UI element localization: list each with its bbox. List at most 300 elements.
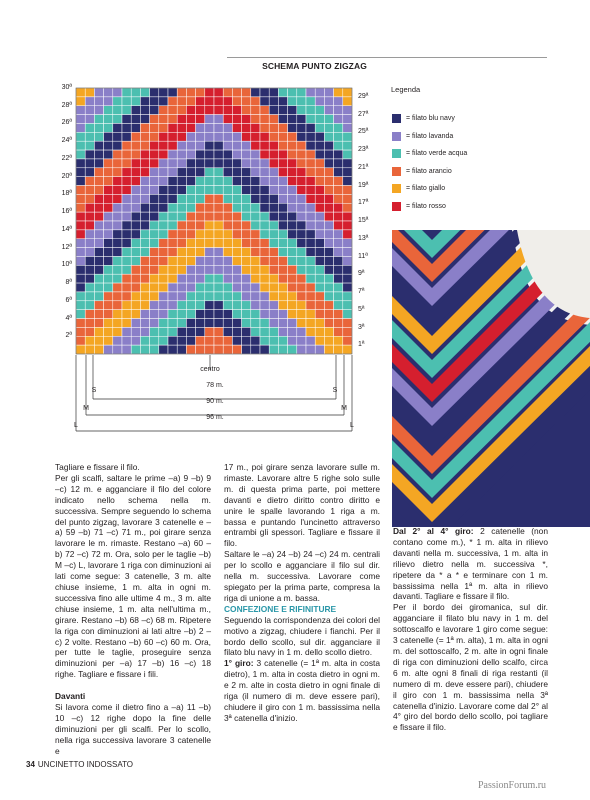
chart-cell [196,274,205,283]
chart-cell [223,345,232,354]
chart-cell [297,283,306,292]
chart-cell [168,283,177,292]
chart-cell [177,177,186,186]
chart-cell [214,345,223,354]
chart-cell [232,88,241,97]
chart-cell [94,203,103,212]
chart-cell [278,88,287,97]
chart-cell [232,141,241,150]
paragraph: Per il bordo dei giromanica, sul dir. agganciare il filato blu navy in 1 m. del sottoscalfo e lavorare 1 giro come segue: 3 catenelle (= 1ª m. alta), 1 m. alta in ogni m. del sottoscalfo, 2 m. alte in ogni finale di riga con diminuzioni dello scalfo, circa 6 m. alte ogni 8 finali di riga restanti (il numero di m. deve essere pari), chiudere il giro con 1 m. bassissima nella 3ª catenella d'inizio. Lavorare come dal 2° al 4° giro del bordo dello scollo, poi tagliare e fissare il filo. [393,602,548,733]
chart-cell [306,123,315,132]
chart-cell [168,186,177,195]
chart-cell [288,283,297,292]
chart-cell [315,283,324,292]
chart-cell [140,274,149,283]
chart-cell [297,150,306,159]
chart-cell [242,212,251,221]
chart-cell [278,265,287,274]
chart-cell [186,97,195,106]
chart-cell [113,327,122,336]
chart-cell [297,274,306,283]
chart-cell [205,115,214,124]
chart-cell [159,88,168,97]
chart-cell [214,88,223,97]
chart-cell [196,310,205,319]
chart-cell [324,301,333,310]
chart-cell [150,283,159,292]
chart-cell [343,319,352,328]
chart-cell [297,310,306,319]
chart-cell [159,212,168,221]
chart-cell [104,115,113,124]
chart-cell [150,203,159,212]
chart-cell [140,168,149,177]
chart-cell [196,203,205,212]
chart-cell [260,239,269,248]
chart-cell [288,265,297,274]
chart-cell [196,292,205,301]
chart-cell [205,150,214,159]
chart-cell [214,212,223,221]
chart-cell [260,106,269,115]
row-label-left: 8ª [65,279,72,287]
chart-cell [306,327,315,336]
chart-cell [186,212,195,221]
chart-cell [297,256,306,265]
chart-cell [242,239,251,248]
chart-cell [186,141,195,150]
chart-cell [223,88,232,97]
chart-cell [131,150,140,159]
chart-cell [85,319,94,328]
chart-cell [104,265,113,274]
chart-cell [104,345,113,354]
chart-cell [242,336,251,345]
chart-cell [334,177,343,186]
chart-cell [205,248,214,257]
chart-cell [168,274,177,283]
chart-cell [260,168,269,177]
chart-cell [205,168,214,177]
chart-cell [260,274,269,283]
chart-cell [104,150,113,159]
legend-item [392,201,446,212]
chart-cell [324,274,333,283]
text-column-3 [393,526,548,733]
chart-cell [150,88,159,97]
chart-cell [269,283,278,292]
chart-cell [196,248,205,257]
chart-cell [334,310,343,319]
chart-cell [140,97,149,106]
chart-cell [214,141,223,150]
chart-cell [306,274,315,283]
chart-cell [122,239,131,248]
chart-cell [76,336,85,345]
chart-cell [242,115,251,124]
chart-cell [196,212,205,221]
chart-cell [260,221,269,230]
chart-cell [131,239,140,248]
chart-cell [113,292,122,301]
chart-cell [288,186,297,195]
chart-cell [223,150,232,159]
chart-cell [131,230,140,239]
chart-cell [232,150,241,159]
chart-cell [297,177,306,186]
chart-cell [140,336,149,345]
chart-cell [140,123,149,132]
row-label-right: 19ª [358,181,369,189]
chart-cell [260,150,269,159]
chart-cell [113,336,122,345]
chart-cell [232,310,241,319]
chart-cell [196,265,205,274]
measure-l: 96 m. [206,414,224,421]
chart-cell [122,186,131,195]
chart-cell [196,141,205,150]
chart-cell [76,88,85,97]
chart-cell [288,115,297,124]
chart-cell [242,150,251,159]
chart-cell [177,345,186,354]
chart-cell [150,292,159,301]
chart-cell [306,248,315,257]
chart-cell [251,230,260,239]
chart-cell [343,345,352,354]
chart-cell [150,274,159,283]
chart-cell [260,88,269,97]
chart-cell [186,265,195,274]
chart-cell [104,310,113,319]
chart-cell [324,106,333,115]
chart-cell [76,319,85,328]
chart-cell [140,186,149,195]
chart-cell [168,256,177,265]
chart-cell [214,132,223,141]
chart-cell [315,177,324,186]
chart-cell [168,123,177,132]
chart-cell [343,132,352,141]
chart-cell [131,141,140,150]
chart-cell [94,274,103,283]
chart-cell [177,212,186,221]
chart-cell [196,239,205,248]
chart-cell [159,319,168,328]
chart-cell [205,310,214,319]
chart-cell [343,150,352,159]
chart-cell [306,115,315,124]
chart-cell [205,203,214,212]
chart-cell [131,177,140,186]
chart-cell [288,292,297,301]
chart-cell [334,132,343,141]
chart-cell [131,327,140,336]
chart-cell [104,186,113,195]
chart-cell [223,194,232,203]
chart-cell [260,123,269,132]
chart-cell [251,248,260,257]
chart-cell [324,97,333,106]
chart-cell [288,88,297,97]
chart-cell [232,186,241,195]
chart-cell [278,115,287,124]
chart-cell [214,186,223,195]
chart-cell [251,239,260,248]
chart-cell [94,141,103,150]
chart-cell [306,194,315,203]
chart-cell [131,292,140,301]
chart-cell [260,301,269,310]
chart-cell [140,283,149,292]
chart-cell [140,203,149,212]
chart-cell [113,345,122,354]
chart-cell [150,221,159,230]
legend-swatch [392,167,401,176]
chart-cell [104,283,113,292]
chart-cell [76,283,85,292]
chart-cell [104,319,113,328]
chart-cell [251,256,260,265]
legend-label: = filato arancio [406,167,452,175]
chart-cell [260,230,269,239]
chart-cell [269,301,278,310]
chart-cell [205,336,214,345]
chart-cell [85,301,94,310]
chart-cell [315,248,324,257]
chart-cell [76,292,85,301]
chart-cell [140,212,149,221]
chart-cell [242,97,251,106]
chart-cell [76,194,85,203]
chart-cell [122,301,131,310]
chart-cell [288,327,297,336]
chart-cell [260,336,269,345]
chart-cell [94,132,103,141]
chart-cell [94,150,103,159]
chart-cell [260,310,269,319]
row-label-right: 23ª [358,146,369,154]
chart-cell [168,203,177,212]
chart-cell [324,194,333,203]
chart-cell [76,132,85,141]
chart-cell [251,123,260,132]
row-label-left: 14ª [61,225,72,233]
chart-cell [232,283,241,292]
chart-cell [140,239,149,248]
chart-cell [85,265,94,274]
chart-cell [177,301,186,310]
paragraph: Per gli scalfi, saltare le prime –a) 9 –b) 9 –c) 12 m. e agganciare il filo del colore indicato nello schema nella m. successiva. Sempre seguendo lo schema del punto zigzag, lavorare 3 catenelle e –a) 59 –b) 71 –c) 71 m., poi girare senza lavorare le m. rimaste. Restano –a) 60 –b) 72 –c) 72 m. Ora, solo per le taglie –b) M –c) L, lavorare 1 riga con diminuzioni ai lati come segue: 3 catenelle, 3 m. alte chiuse insieme, 1 m. alta in ogni m. successiva fino alle ultime 4 m., 3 m. alte chiuse insieme, 1 m. alta nell'ultima m., girare. Restano –b) 68 –c) 68 m. Ripetere la riga con diminuzioni ai lati altre –b) 2 –c) 2 volte. Restano –b) 60 –c) 60 m. Ora, per tutte le taglie, proseguire senza diminuzioni per –a) 17 –b) 16 –c) 18 righe. Tagliare e fissare i fili. [55,472,211,680]
chart-cell [168,248,177,257]
chart-cell [104,123,113,132]
chart-cell [140,150,149,159]
chart-cell [297,168,306,177]
chart-cell [260,159,269,168]
chart-cell [324,150,333,159]
chart-cell [343,212,352,221]
text-column-1 [55,462,211,757]
chart-cell [113,274,122,283]
legend-swatch [392,132,401,141]
chart-cell [85,239,94,248]
chart-cell [288,345,297,354]
chart-cell [168,310,177,319]
chart-cell [159,327,168,336]
chart-cell [104,212,113,221]
chart-cell [278,248,287,257]
chart-cell [177,256,186,265]
chart-cell [205,177,214,186]
chart-cell [168,115,177,124]
chart-cell [306,310,315,319]
chart-cell [94,301,103,310]
chart-cell [94,327,103,336]
chart-cell [223,106,232,115]
chart-cell [260,265,269,274]
row-label-left: 30ª [61,84,72,91]
chart-cell [232,336,241,345]
chart-cell [251,186,260,195]
chart-cell [113,97,122,106]
chart-cell [297,194,306,203]
chart-cell [76,256,85,265]
chart-cell [131,212,140,221]
chart-cell [205,123,214,132]
chart-cell [186,194,195,203]
chart-cell [159,265,168,274]
magazine-name: UNCINETTO INDOSSATO [37,760,134,769]
size-m-right-label: M [341,405,347,412]
chart-cell [278,159,287,168]
row-label-left: 22ª [61,154,72,162]
chart-cell [76,168,85,177]
size-l-right-label: L [350,422,354,429]
chart-cell [242,194,251,203]
chart-cell [306,159,315,168]
chart-cell [288,106,297,115]
legend-swatch [392,202,401,211]
chart-cell [94,194,103,203]
text-column-2 [224,462,380,724]
chart-cell [168,265,177,274]
chart-cell [343,265,352,274]
chart-cell [85,150,94,159]
chart-cell [150,301,159,310]
chart-cell [186,248,195,257]
chart-cell [122,150,131,159]
chart-cell [297,186,306,195]
chart-cell [324,177,333,186]
paragraph: Tagliare e fissare il filo. [55,462,140,472]
chart-cell [306,212,315,221]
chart-cell [251,203,260,212]
chart-cell [269,106,278,115]
centro-label: centro [200,366,220,373]
chart-cell [214,319,223,328]
chart-cell [232,292,241,301]
chart-cell [214,194,223,203]
chart-cell [297,203,306,212]
chart-cell [131,274,140,283]
chart-cell [168,177,177,186]
chart-cell [343,239,352,248]
chart-cell [177,221,186,230]
chart-cell [196,97,205,106]
chart-cell [205,88,214,97]
chart-cell [251,265,260,274]
chart-cell [242,141,251,150]
section-heading-confezione: CONFEZIONE E RIFINITURE [224,603,337,614]
chart-cell [334,194,343,203]
chart-cell [140,88,149,97]
chart-cell [205,265,214,274]
chart-cell [168,97,177,106]
chart-cell [288,132,297,141]
chart-cell [168,319,177,328]
legend-item [392,166,452,177]
chart-cell [269,256,278,265]
chart-cell [205,274,214,283]
garment-photo [392,230,590,527]
chart-cell [242,327,251,336]
chart-cell [113,168,122,177]
chart-cell [85,327,94,336]
chart-cell [113,310,122,319]
chart-cell [343,115,352,124]
chart-cell [186,150,195,159]
chart-cell [278,203,287,212]
chart-cell [242,283,251,292]
chart-cell [150,319,159,328]
chart-cell [278,221,287,230]
chart-cell [324,310,333,319]
chart-cell [324,203,333,212]
chart-cell [251,310,260,319]
legend-swatch [392,114,401,123]
chart-cell [242,159,251,168]
row-label-right: 29ª [358,93,369,100]
chart-cell [196,132,205,141]
chart-cell [334,265,343,274]
chart-cell [205,292,214,301]
chart-cell [150,256,159,265]
chart-cell [122,336,131,345]
chart-cell [186,88,195,97]
chart-cell [113,123,122,132]
chart-cell [186,159,195,168]
chart-cell [343,203,352,212]
chart-cell [196,177,205,186]
chart-cell [223,177,232,186]
chart-cell [278,177,287,186]
chart-cell [223,248,232,257]
chart-cell [242,88,251,97]
legend-title: Legenda [391,85,421,94]
row-label-left: 20ª [61,172,72,180]
chart-cell [140,301,149,310]
chart-cell [297,123,306,132]
chart-cell [131,132,140,141]
chart-cell [186,186,195,195]
chart-cell [324,256,333,265]
chart-cell [150,132,159,141]
chart-cell [186,292,195,301]
chart-cell [140,310,149,319]
chart-cell [131,283,140,292]
chart-cell [205,327,214,336]
chart-cell [94,115,103,124]
